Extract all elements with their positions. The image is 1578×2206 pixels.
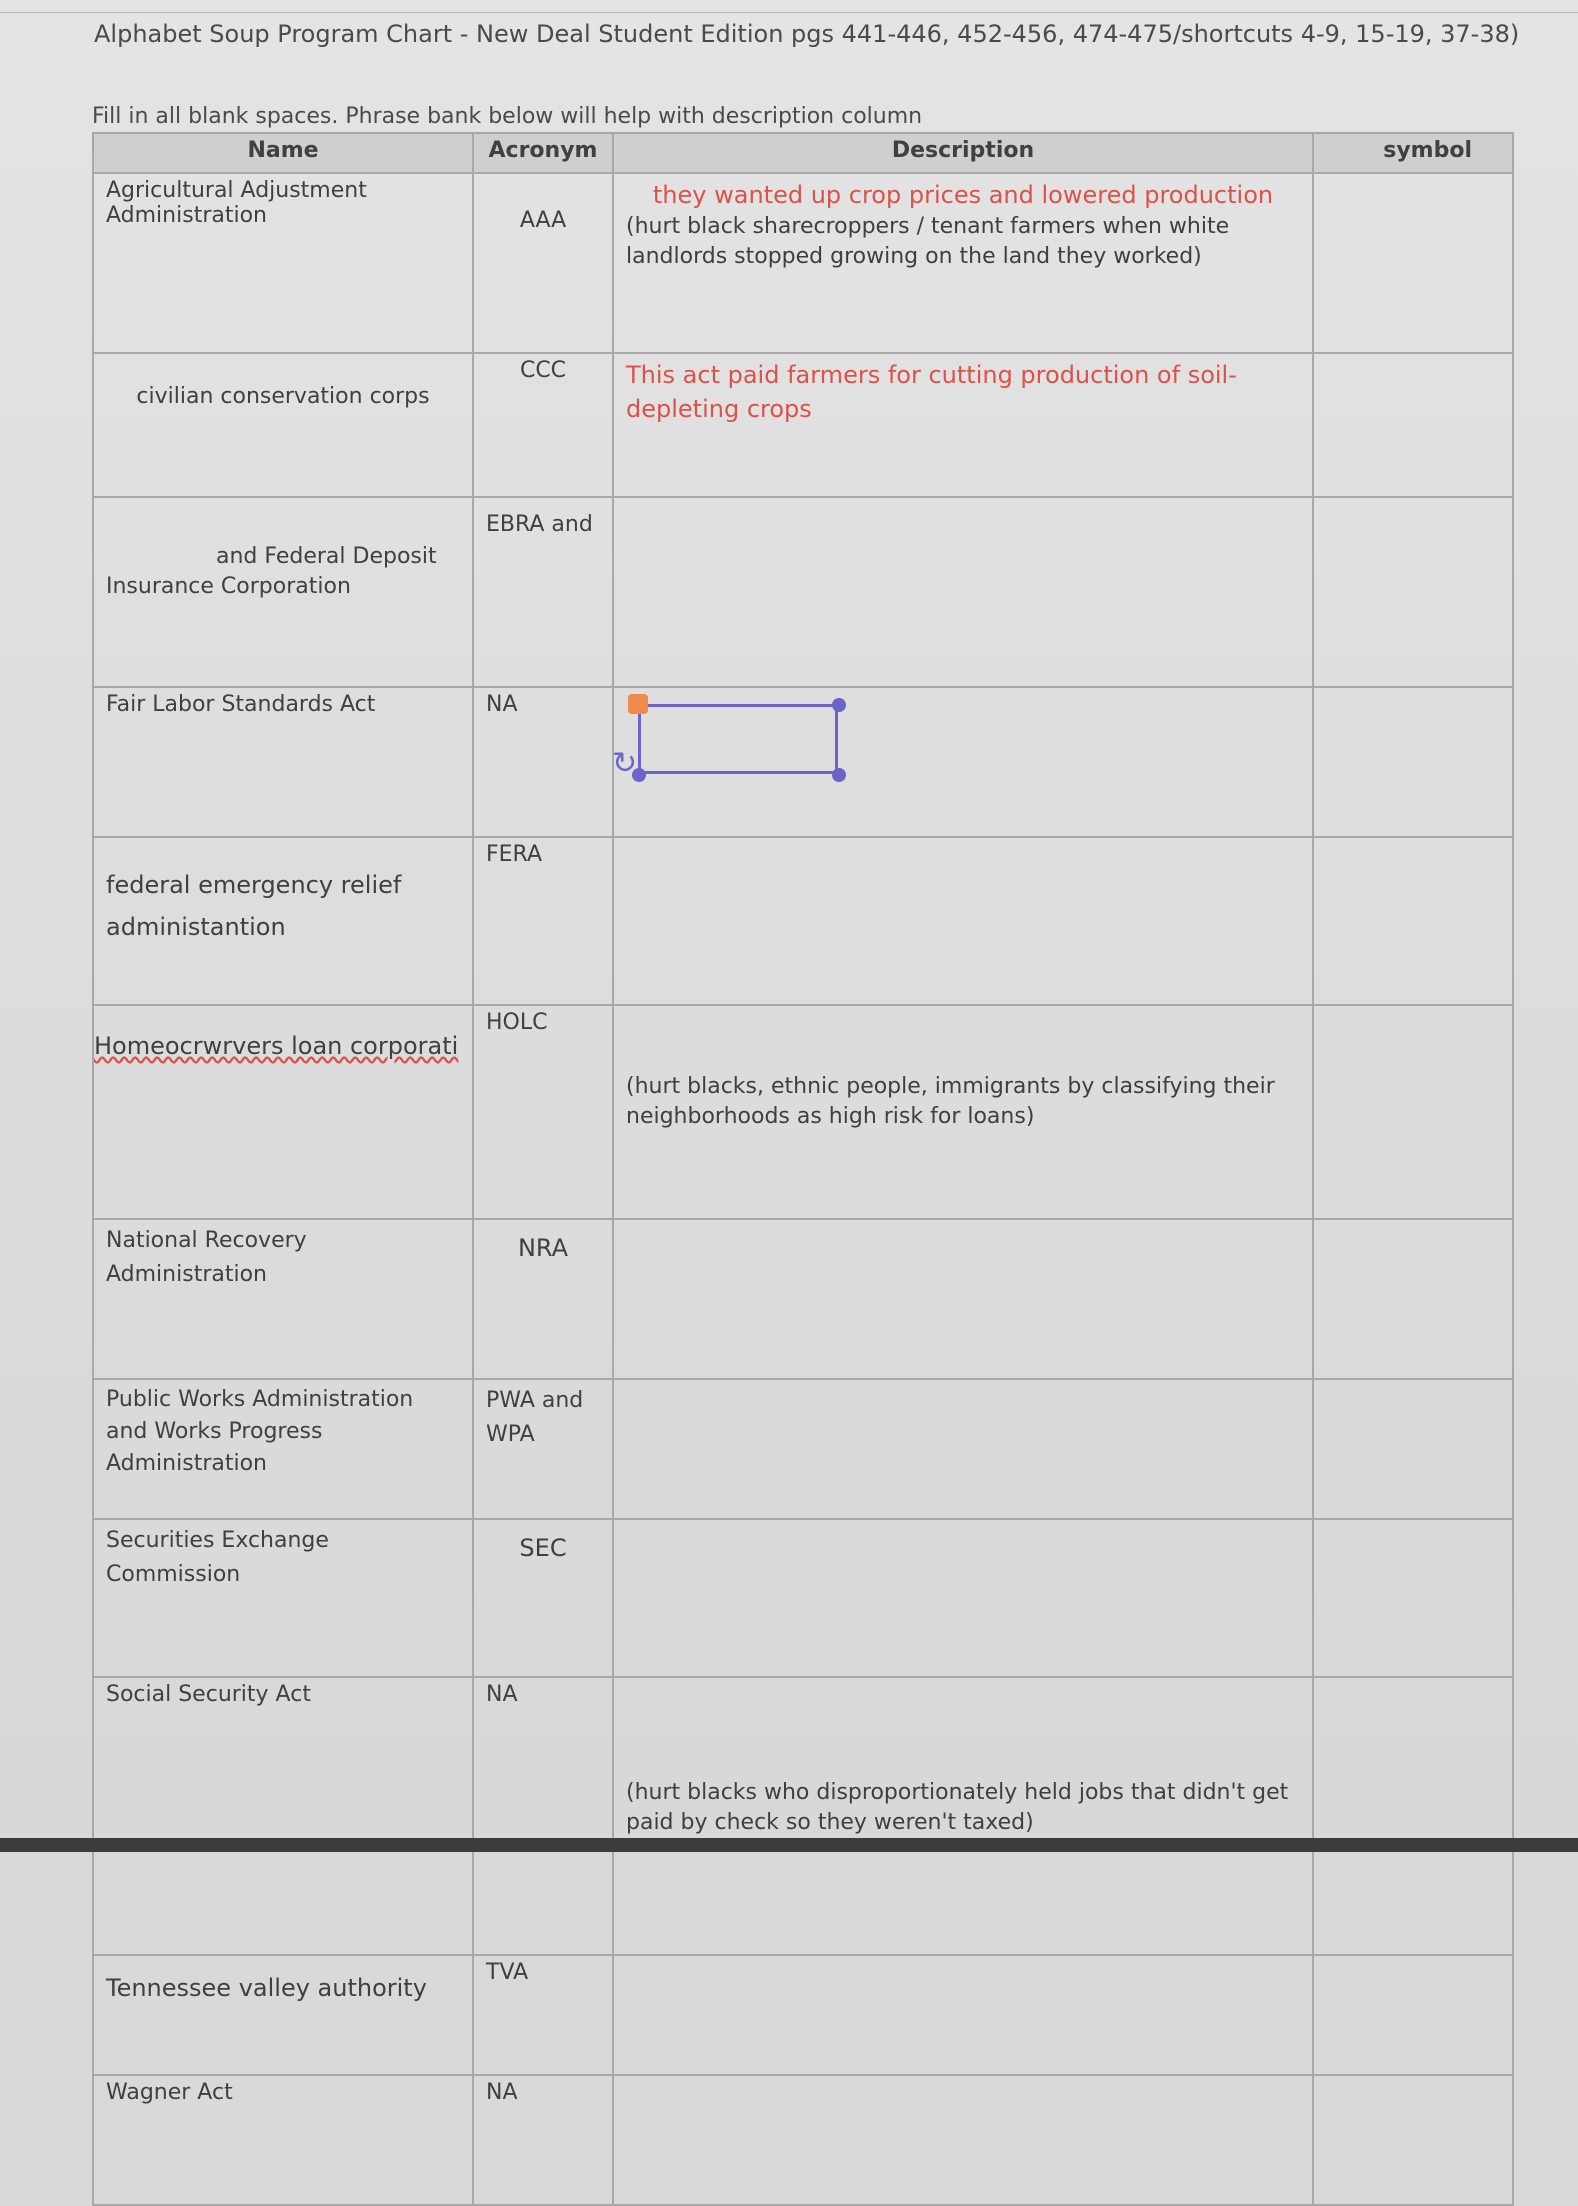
description-cell[interactable] — [613, 497, 1313, 687]
name-text: Homeocrwrvers loan corporati — [94, 1032, 459, 1060]
description-cell[interactable] — [613, 1519, 1313, 1677]
header-description: Description — [613, 133, 1313, 173]
name-cell[interactable]: Public Works Administration and Works Progress Administration — [93, 1379, 473, 1519]
name-text: federal emergency relief administantion — [106, 871, 402, 941]
table-row — [93, 173, 1513, 353]
description-cell[interactable] — [613, 1219, 1313, 1379]
description-cell[interactable] — [613, 1677, 1313, 1955]
selection-rectangle[interactable] — [638, 704, 838, 774]
table-row — [93, 1219, 1513, 1379]
acronym-cell[interactable]: SEC — [473, 1519, 613, 1677]
table-row — [93, 1519, 1513, 1677]
resize-handle-icon[interactable] — [832, 698, 846, 712]
table-row — [93, 837, 1513, 1005]
symbol-cell[interactable] — [1313, 687, 1513, 837]
acronym-cell[interactable]: PWA and WPA — [473, 1379, 613, 1519]
description-cell[interactable] — [613, 687, 1313, 837]
description-note: (hurt blacks, ethnic people, immigrants by classifying their neighborhoods as high risk for loans) — [626, 1074, 1275, 1129]
header-symbol: symbol — [1313, 133, 1513, 173]
table-row — [93, 2075, 1513, 2205]
description-text: they wanted up crop prices and lowered production — [652, 181, 1274, 209]
acronym-cell[interactable]: TVA — [473, 1955, 613, 2075]
page-title: Alphabet Soup Program Chart - New Deal Student Edition pgs 441-446, 452-456, 474-475/shortcuts 4-9, 15-19, 37-38) — [94, 20, 1520, 48]
acronym-cell[interactable]: CCC — [473, 353, 613, 497]
acronym-cell[interactable]: AAA — [473, 173, 613, 353]
table-row — [93, 687, 1513, 837]
symbol-cell[interactable] — [1313, 1379, 1513, 1519]
symbol-cell[interactable] — [1313, 173, 1513, 353]
symbol-cell[interactable] — [1313, 1955, 1513, 2075]
screen-bezel — [0, 1838, 1578, 1852]
description-text: This act paid farmers for cutting production of soil-depleting crops — [626, 361, 1237, 423]
description-cell[interactable] — [613, 353, 1313, 497]
symbol-cell[interactable] — [1313, 1519, 1513, 1677]
description-cell[interactable] — [613, 1005, 1313, 1219]
table-row — [93, 1379, 1513, 1519]
name-cell[interactable]: Social Security Act — [93, 1677, 473, 1955]
description-cell[interactable] — [613, 173, 1313, 353]
symbol-cell[interactable] — [1313, 1219, 1513, 1379]
description-note: (hurt black sharecroppers / tenant farmers when white landlords stopped growing on the land they worked) — [626, 214, 1230, 269]
table-row — [93, 1955, 1513, 2075]
acronym-cell[interactable]: HOLC — [473, 1005, 613, 1219]
acronym-cell[interactable]: EBRA and — [473, 497, 613, 687]
name-cell[interactable]: Agricultural Adjustment Administration — [93, 173, 473, 353]
symbol-cell[interactable] — [1313, 497, 1513, 687]
acronym-cell[interactable]: NA — [473, 1677, 613, 1955]
name-cell[interactable]: Fair Labor Standards Act — [93, 687, 473, 837]
table-row — [93, 497, 1513, 687]
acronym-cell[interactable]: FERA — [473, 837, 613, 1005]
name-cell[interactable]: civilian conservation corps — [93, 353, 473, 497]
description-cell[interactable] — [613, 2075, 1313, 2205]
resize-handle-icon[interactable] — [832, 768, 846, 782]
header-name: Name — [93, 133, 473, 173]
table-row — [93, 1677, 1513, 1955]
program-chart-table — [92, 132, 1514, 2206]
name-cell[interactable] — [93, 1005, 473, 1219]
acronym-cell[interactable]: NA — [473, 687, 613, 837]
description-cell[interactable] — [613, 837, 1313, 1005]
name-cell[interactable]: National Recovery Administration — [93, 1219, 473, 1379]
symbol-cell[interactable] — [1313, 1677, 1513, 1955]
close-handle-icon[interactable] — [628, 694, 648, 714]
description-note: (hurt blacks who disproportionately held jobs that didn't get paid by check so they weren't taxed) — [626, 1780, 1289, 1835]
name-cell[interactable]: Wagner Act — [93, 2075, 473, 2205]
table-row — [93, 353, 1513, 497]
symbol-cell[interactable] — [1313, 353, 1513, 497]
table-row — [93, 1005, 1513, 1219]
table-header-row — [93, 133, 1513, 173]
description-cell[interactable] — [613, 1379, 1313, 1519]
symbol-cell[interactable] — [1313, 1005, 1513, 1219]
name-cell[interactable]: Tennessee valley authority — [93, 1955, 473, 2075]
top-rule — [0, 12, 1578, 13]
name-cell[interactable]: Securities Exchange Commission — [93, 1519, 473, 1677]
name-cell[interactable]: and Federal Deposit Insurance Corporation — [93, 497, 473, 687]
acronym-cell[interactable]: NRA — [473, 1219, 613, 1379]
header-acronym: Acronym — [473, 133, 613, 173]
instructions: Fill in all blank spaces. Phrase bank below will help with description column — [92, 104, 923, 129]
description-cell[interactable] — [613, 1955, 1313, 2075]
symbol-cell[interactable] — [1313, 2075, 1513, 2205]
rotate-handle-icon[interactable]: ↻ — [612, 746, 638, 781]
name-cell[interactable] — [93, 837, 473, 1005]
text-box-selection[interactable] — [612, 692, 1300, 792]
symbol-cell[interactable] — [1313, 837, 1513, 1005]
acronym-cell[interactable]: NA — [473, 2075, 613, 2205]
